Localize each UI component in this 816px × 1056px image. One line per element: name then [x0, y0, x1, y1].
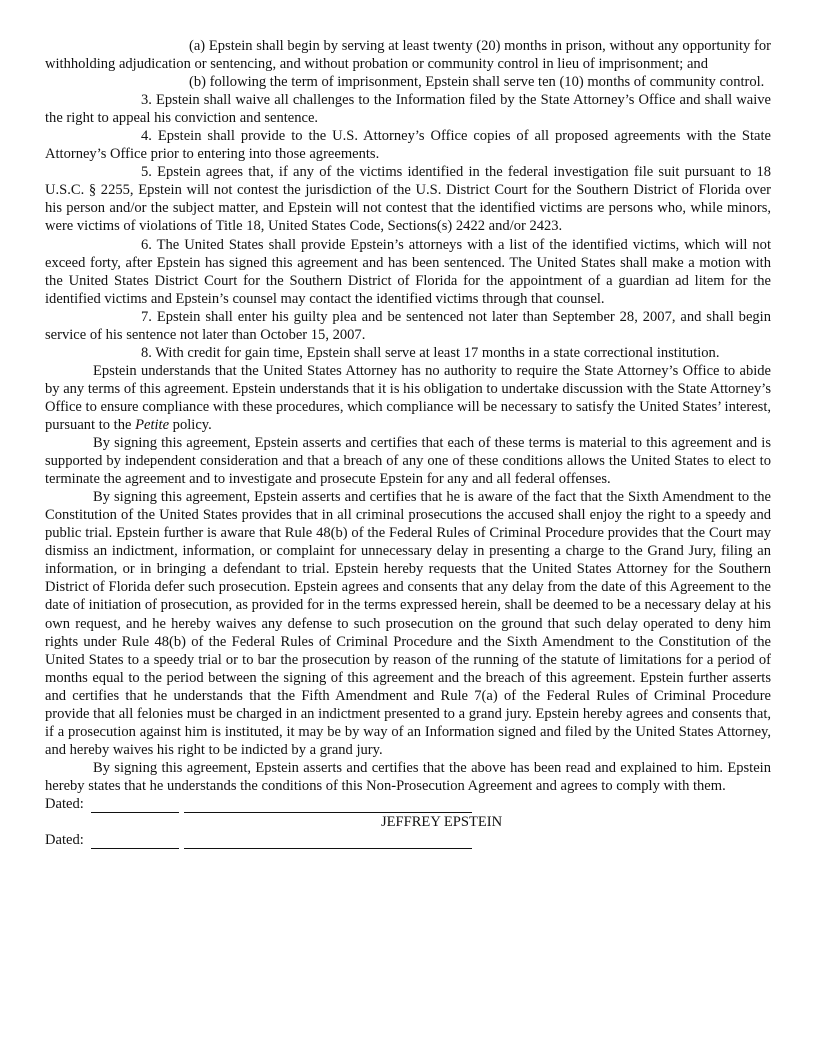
date-line-second[interactable]	[91, 834, 179, 849]
signature-line-second[interactable]	[184, 834, 472, 849]
paragraph-read-and-explained: By signing this agreement, Epstein asserts and certifies that the above has been read and explained to him. Epstein hereby states that he understands the conditions of this Non-Prosecution Agreement and agrees to comply with them.	[45, 759, 771, 794]
paragraph-4: 4. Epstein shall provide to the U.S. Attorney’s Office copies of all proposed agreements with the State Attorney’s Office prior to entering into those agreements.	[45, 128, 771, 163]
paragraph-7: 7. Epstein shall enter his guilty plea and be sentenced not later than September 28, 2007, and shall begin service of his sentence not later than October 15, 2007.	[45, 308, 771, 343]
signer-name: JEFFREY EPSTEIN	[381, 814, 503, 831]
paragraph-material-terms: By signing this agreement, Epstein asserts and certifies that each of these terms is material to this agreement and is supported by independent consideration and that a breach of any one of these conditions allows the United States to elect to terminate the agreement and to investigate and prosecute Epstein for any and all federal offenses.	[45, 435, 771, 488]
paragraph-2b: (b) following the term of imprisonment, Epstein shall serve ten (10) months of community control.	[189, 74, 765, 91]
petite-italic: Petite	[135, 416, 170, 433]
paragraph-2a: (a) Epstein shall begin by serving at least twenty (20) months in prison, without any opportunity for withholding adjudication or sentencing, and without probation or community control in lieu of imprisonment; and	[45, 38, 771, 73]
paragraph-speedy-trial: By signing this agreement, Epstein asserts and certifies that he is aware of the fact that the Sixth Amendment to the Constitution of the United States provides that in all criminal prosecutions the accused shall enjoy the right to a speedy and public trial. Epstein further is aware that Rule 48(b) of the Federal Rules of Criminal Procedure provides that the Court may dismiss an indictment, information, or complaint for unnecessary delay in presenting a charge to the Grand Jury, filing an information, or in bringing a defendant to trial. Epstein hereby requests that the United States Attorney for the Southern District of Florida defer such prosecution. Epstein agrees and consents that any delay from the date of this Agreement to the date of initiation of prosecution, as provided for in the terms expressed herein, shall be deemed to be a necessary delay at his own request, and he hereby waives any defense to such prosecution on the ground that such delay operated to deny him rights under Rule 48(b) of the Federal Rules of Criminal Procedure and the Sixth Amendment to the Constitution of the United States to a speedy trial or to bar the prosecution by reason of the running of the statute of limitations for a period of months equal to the period between the signing of this agreement and the breach of this agreement. Epstein further asserts and certifies that he understands that the Fifth Amendment and Rule 7(a) of the Federal Rules of Criminal Procedure provide that all felonies must be charged in an indictment presented to a grand jury. Epstein hereby agrees and consents that, if a prosecution against him is instituted, it may be by way of an Information signed and filed by the United States Attorney, and hereby waives his right to be indicted by a grand jury.	[45, 489, 771, 758]
petite-text-before: Epstein understands that the United States Attorney has no authority to require the State Attorney’s Office to abide by any terms of this agreement. Epstein understands that it is his obligation to undertake discussion with the State Attorney’s Office to ensure compliance with these procedures, which compliance will be necessary to satisfy the United States’ interest, pursuant to the	[45, 362, 771, 433]
signature-row-epstein	[45, 795, 771, 813]
petite-text-after: policy.	[169, 416, 212, 433]
paragraph-6: 6. The United States shall provide Epstein’s attorneys with a list of the identified victims, which will not exceed forty, after Epstein has signed this agreement and has been sentenced. The United States shall make a motion with the United States District Court for the Southern District of Florida for the appointment of a guardian ad litem for the identified victims and Epstein’s counsel may contact the identified victims through that counsel.	[45, 236, 771, 307]
dated-label-second: Dated:	[45, 832, 84, 849]
signature-row-second	[45, 831, 771, 849]
paragraph-8: 8. With credit for gain time, Epstein shall serve at least 17 months in a state correctional institution.	[141, 344, 720, 361]
signature-line[interactable]	[184, 798, 472, 813]
dated-label: Dated:	[45, 795, 84, 812]
paragraph-5: 5. Epstein agrees that, if any of the victims identified in the federal investigation file suit pursuant to 18 U.S.C. § 2255, Epstein will not contest the jurisdiction of the U.S. District Court for the Southern District of Florida over his person and/or the subject matter, and Epstein will not contest that the identified victims are persons who, while minors, were victims of violations of Title 18, United States Code, Sections(s) 2422 and/or 2423.	[45, 164, 771, 235]
document-page	[45, 37, 771, 849]
date-line[interactable]	[91, 798, 179, 813]
paragraph-3: 3. Epstein shall waive all challenges to the Information filed by the State Attorney’s Office and shall waive the right to appeal his conviction and sentence.	[45, 92, 771, 127]
paragraph-petite-policy	[45, 362, 771, 434]
